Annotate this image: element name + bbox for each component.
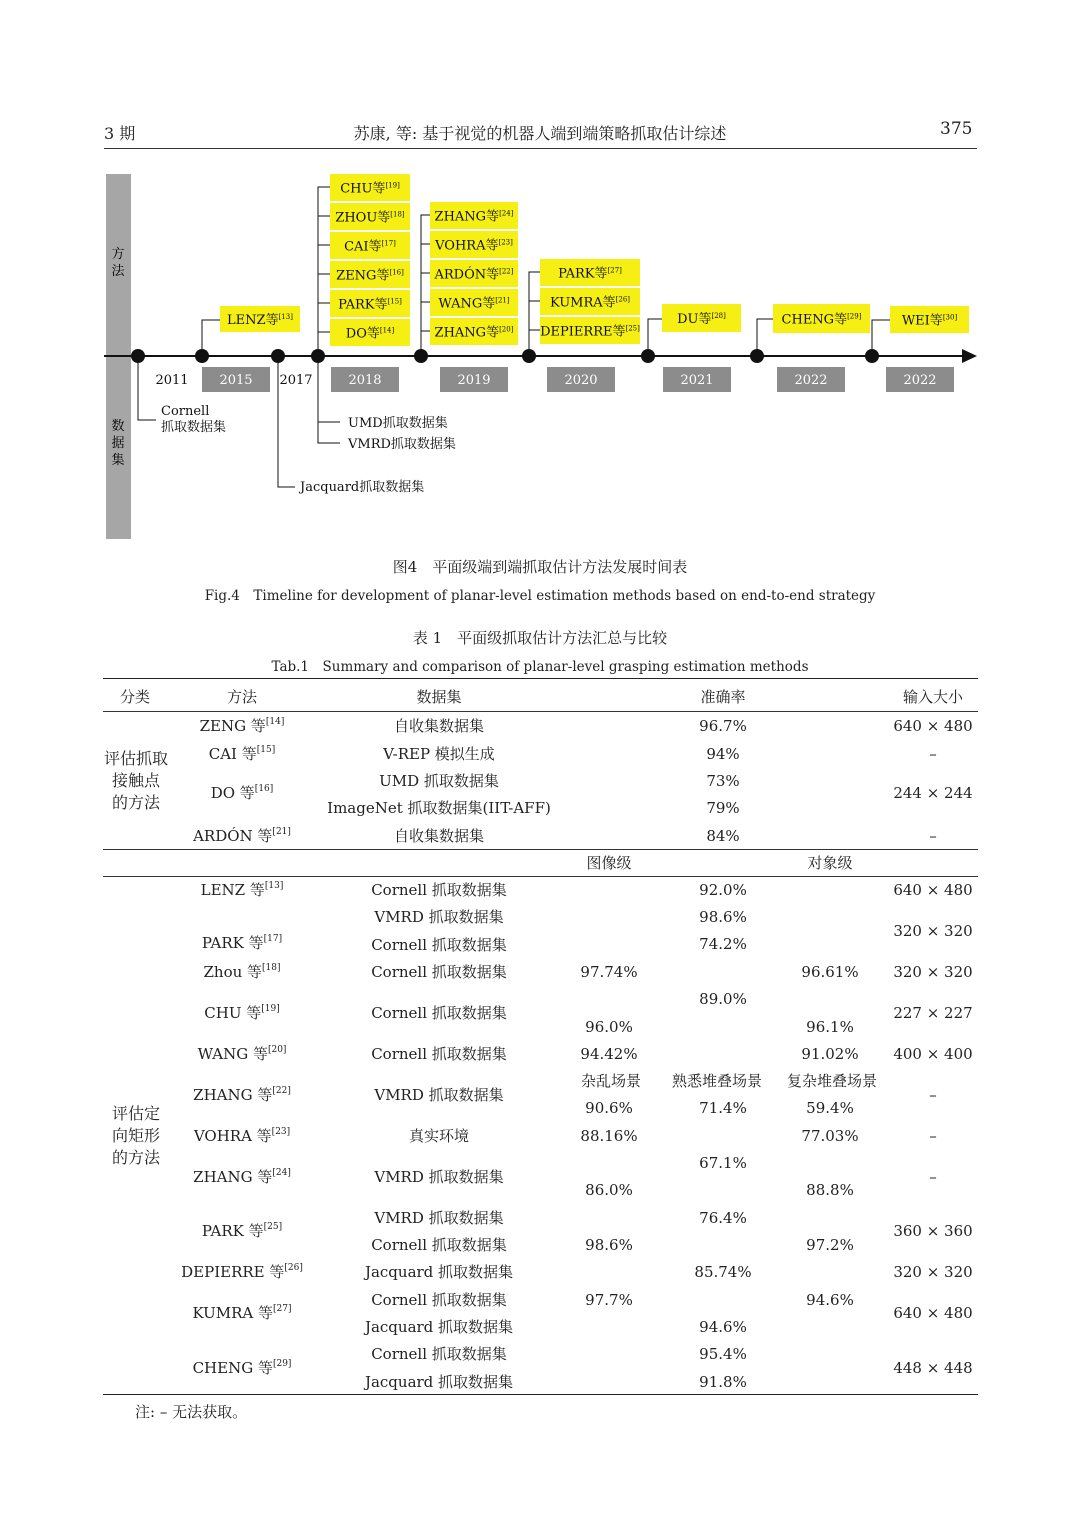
running-title: 苏康, 等: 基于视觉的机器人端到端策略抓取估计综述 [353, 124, 727, 143]
table-top-rule [103, 678, 978, 679]
table-note: 注: – 无法获取。 [135, 1403, 248, 1421]
table-caption-en: Tab.1 Summary and comparison of planar-level grasping estimation methods [271, 659, 809, 675]
subheader-image-level: 图像级 [586, 854, 632, 872]
year-label-2020: 2020 [564, 373, 598, 388]
header-accuracy: 准确率 [700, 688, 746, 706]
method-label: ARDÓN等[22] [434, 267, 514, 283]
dataset-label: UMD抓取数据集 [348, 416, 448, 431]
image-level-accuracy: 98.6% [585, 1236, 633, 1254]
method-label: ZHOU等[18] [335, 210, 405, 226]
header-category: 分类 [119, 688, 151, 706]
object-level-accuracy: 88.8% [806, 1181, 854, 1199]
category-oriented-rectangle: 评估定 向矩形 的方法 [111, 1104, 160, 1167]
method-label: CAI等[17] [344, 239, 396, 255]
dataset-cell: 自收集数据集 [393, 827, 485, 845]
input-size-cell: 320 × 320 [893, 922, 973, 940]
method-cell: ARDÓN 等[21] [193, 827, 291, 845]
method-cell: PARK 等[17] [201, 934, 283, 952]
year-label-2022: 2022 [794, 373, 828, 388]
input-size-cell: 448 × 448 [893, 1359, 973, 1377]
dataset-cell: Cornell 抓取数据集 [371, 936, 507, 954]
input-size-cell: 360 × 360 [893, 1222, 973, 1240]
dataset-cell: VMRD 抓取数据集 [374, 908, 504, 926]
input-size-cell: 227 × 227 [893, 1004, 973, 1022]
accuracy-cell: 79% [706, 799, 740, 817]
accuracy-cell: 84% [706, 827, 740, 845]
issue-number: 3 期 [104, 124, 136, 143]
method-cell: CHENG 等[29] [192, 1359, 292, 1377]
accuracy-cell: 74.2% [699, 935, 747, 953]
side-label-datasets-2: 据 [111, 436, 125, 451]
input-size-cell: – [929, 1086, 937, 1104]
method-cell: ZHANG 等[22] [193, 1086, 291, 1104]
input-size-cell: – [929, 1168, 937, 1186]
input-size-cell: 244 × 244 [893, 784, 973, 802]
scene-header-familiar: 熟悉堆叠场景 [671, 1072, 763, 1090]
input-size-cell: 400 × 400 [893, 1045, 973, 1063]
dataset-cell: ImageNet 抓取数据集(IIT-AFF) [327, 799, 551, 817]
accuracy-cell: 71.4% [699, 1099, 747, 1117]
dataset-cell: 自收集数据集 [393, 717, 485, 735]
side-label-datasets-1: 数 [111, 419, 125, 434]
image-level-accuracy: 97.74% [580, 963, 638, 981]
timeline-arrow [962, 349, 977, 363]
method-label: KUMRA等[26] [549, 295, 631, 311]
accuracy-cell: 95.4% [699, 1345, 747, 1363]
figure-caption-zh: 图4 平面级端到端抓取估计方法发展时间表 [392, 558, 688, 576]
method-cell: ZENG 等[14] [199, 717, 285, 735]
table-header-rule [103, 711, 978, 712]
object-level-accuracy: 96.1% [806, 1018, 854, 1036]
year-label-2019: 2019 [457, 373, 491, 388]
year-label-2011: 2011 [155, 373, 189, 388]
method-label: VOHRA等[23] [435, 238, 513, 254]
accuracy-cell: 94% [706, 745, 740, 763]
dataset-label-line2: 抓取数据集 [161, 420, 227, 435]
table-bottom-rule [103, 1394, 978, 1395]
dataset-label: VMRD抓取数据集 [348, 437, 456, 452]
input-size-cell: 640 × 480 [893, 717, 973, 735]
dataset-cell: 真实环境 [408, 1127, 470, 1145]
input-size-cell: 640 × 480 [893, 881, 973, 899]
dataset-cell: Cornell 抓取数据集 [371, 881, 507, 899]
accuracy-cell: 67.1% [699, 1154, 747, 1172]
method-cell: Zhou 等[18] [203, 963, 281, 981]
page-number: 375 [940, 119, 973, 139]
dataset-cell: Cornell 抓取数据集 [371, 1004, 507, 1022]
year-label-2015: 2015 [219, 373, 253, 388]
method-cell: WANG 等[20] [197, 1045, 287, 1063]
method-label: WEI等[30] [901, 313, 958, 329]
year-label-2018: 2018 [348, 373, 382, 388]
accuracy-cell: 96.7% [699, 717, 747, 735]
year-label-2022: 2022 [903, 373, 937, 388]
side-label-methods-2: 法 [111, 264, 125, 279]
method-cell: CHU 等[19] [204, 1004, 280, 1022]
image-level-accuracy: 86.0% [585, 1181, 633, 1199]
scene-header-complex: 复杂堆叠场景 [786, 1072, 878, 1090]
object-level-accuracy: 96.61% [801, 963, 859, 981]
dataset-cell: VMRD 抓取数据集 [374, 1086, 504, 1104]
method-cell: KUMRA 等[27] [192, 1304, 292, 1322]
dataset-cell: Cornell 抓取数据集 [371, 1291, 507, 1309]
year-label-2017: 2017 [279, 373, 313, 388]
dataset-label: Jacquard抓取数据集 [300, 480, 425, 495]
image-level-accuracy: 97.7% [585, 1291, 633, 1309]
object-level-accuracy: 77.03% [801, 1127, 859, 1145]
input-size-cell: 320 × 320 [893, 963, 973, 981]
input-size-cell: – [929, 827, 937, 845]
dataset-cell: Cornell 抓取数据集 [371, 1236, 507, 1254]
table-subheader-rule [103, 876, 978, 877]
scene-header-clutter: 杂乱场景 [580, 1072, 642, 1090]
accuracy-cell: 94.6% [699, 1318, 747, 1336]
dataset-cell: Cornell 抓取数据集 [371, 1345, 507, 1363]
method-label: WANG等[21] [438, 296, 510, 312]
input-size-cell: – [929, 1127, 937, 1145]
accuracy-cell: 98.6% [699, 908, 747, 926]
figure-caption-en: Fig.4 Timeline for development of planar-level estimation methods based on end-to-end strategy [204, 588, 876, 604]
dataset-cell: Cornell 抓取数据集 [371, 1045, 507, 1063]
dataset-cell: UMD 抓取数据集 [379, 772, 499, 790]
method-cell: DO 等[16] [210, 784, 274, 802]
method-label: DU等[28] [677, 312, 726, 327]
image-level-accuracy: 90.6% [585, 1099, 633, 1117]
accuracy-cell: 85.74% [694, 1263, 752, 1281]
dataset-cell: VMRD 抓取数据集 [374, 1168, 504, 1186]
timeline-figure [0, 0, 1080, 560]
side-label-methods-1: 方 [111, 247, 125, 262]
method-cell: CAI 等[15] [208, 745, 276, 763]
table-caption-zh: 表 1 平面级抓取估计方法汇总与比较 [412, 629, 668, 647]
input-size-cell: – [929, 745, 937, 763]
accuracy-cell: 73% [706, 772, 740, 790]
method-label: DEPIERRE等[25] [540, 324, 640, 340]
dataset-cell: V-REP 模拟生成 [383, 745, 495, 763]
header-dataset: 数据集 [416, 688, 462, 706]
object-level-accuracy: 59.4% [806, 1099, 854, 1117]
image-level-accuracy: 96.0% [585, 1018, 633, 1036]
method-cell: LENZ 等[13] [200, 881, 284, 899]
input-size-cell: 320 × 320 [893, 1263, 973, 1281]
accuracy-cell: 76.4% [699, 1209, 747, 1227]
category-contact-point: 评估抓取 接触点 的方法 [103, 749, 168, 812]
dataset-cell: Cornell 抓取数据集 [371, 963, 507, 981]
image-level-accuracy: 88.16% [580, 1127, 638, 1145]
accuracy-cell: 92.0% [699, 881, 747, 899]
image-level-accuracy: 94.42% [580, 1045, 638, 1063]
side-label-datasets-3: 集 [111, 453, 125, 468]
method-label: CHU等[19] [340, 181, 400, 197]
accuracy-cell: 89.0% [699, 990, 747, 1008]
method-label: ZENG等[16] [336, 268, 404, 284]
object-level-accuracy: 97.2% [806, 1236, 854, 1254]
header-input: 输入大小 [902, 688, 964, 706]
object-level-accuracy: 94.6% [806, 1291, 854, 1309]
method-label: PARK等[27] [558, 266, 622, 282]
header-method: 方法 [226, 688, 258, 706]
method-label: PARK等[15] [338, 297, 402, 313]
object-level-accuracy: 91.02% [801, 1045, 859, 1063]
dataset-cell: Jacquard 抓取数据集 [364, 1263, 514, 1281]
method-cell: ZHANG 等[24] [193, 1168, 291, 1186]
dataset-cell: VMRD 抓取数据集 [374, 1209, 504, 1227]
dataset-cell: Jacquard 抓取数据集 [364, 1318, 514, 1336]
subheader-object-level: 对象级 [807, 854, 853, 872]
method-cell: VOHRA 等[23] [193, 1127, 291, 1145]
method-label: CHENG等[29] [781, 312, 862, 328]
method-label: DO等[14] [345, 326, 395, 342]
dataset-label: Cornell [161, 404, 210, 419]
year-label-2021: 2021 [680, 373, 714, 388]
method-cell: PARK 等[25] [201, 1222, 283, 1240]
method-label: ZHANG等[20] [434, 325, 514, 341]
input-size-cell: 640 × 480 [893, 1304, 973, 1322]
method-label: ZHANG等[24] [434, 209, 514, 225]
dataset-cell: Jacquard 抓取数据集 [364, 1373, 514, 1391]
table-group-rule [103, 849, 978, 850]
accuracy-cell: 91.8% [699, 1373, 747, 1391]
method-label: LENZ等[13] [227, 313, 293, 328]
method-cell: DEPIERRE 等[26] [181, 1263, 303, 1281]
